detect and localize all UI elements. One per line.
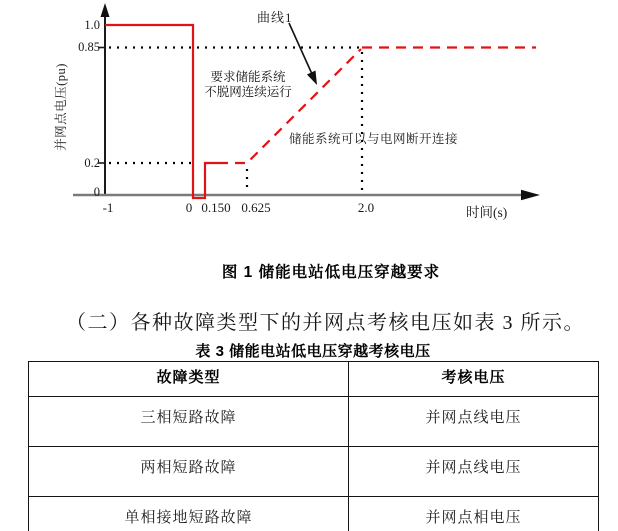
y-tick-0_2: 0.2 [84, 156, 100, 170]
y-tick-0_85: 0.85 [78, 40, 100, 54]
lvrt-curve-solid [105, 25, 218, 198]
x-tick-2_0: 2.0 [357, 200, 375, 215]
x-tick-minus1: -1 [102, 200, 114, 215]
cell-assessment-voltage: 并网点线电压 [349, 447, 599, 497]
figure-caption: 图 1 储能电站低电压穿越要求 [221, 264, 441, 281]
cell-fault-type: 两相短路故障 [29, 447, 349, 497]
cell-assessment-voltage: 并网点相电压 [349, 497, 599, 531]
curve-label: 曲线1 [257, 10, 293, 25]
cell-fault-type: 单相接地短路故障 [29, 497, 349, 531]
curve-label-arrow [289, 23, 312, 74]
x-tick-0_150: 0.150 [201, 200, 231, 215]
y-tick-1_0: 1.0 [84, 18, 100, 32]
annotation-stay-line1: 要求储能系统 [210, 70, 286, 84]
assessment-voltage-table [28, 361, 599, 531]
y-axis-arrowhead-icon [101, 3, 110, 17]
y-axis-label: 并网点电压(pu) [54, 63, 68, 151]
table-header-row [29, 362, 599, 397]
table-caption: 表 3 储能电站低电压穿越考核电压 [195, 343, 431, 360]
x-tick-0_625: 0.625 [241, 200, 271, 215]
x-axis-arrowhead-icon [521, 190, 540, 200]
annotation-stay-connected [183, 70, 313, 100]
lvrt-figure [0, 0, 618, 230]
annotation-stay-line2: 不脱网连续运行 [204, 85, 292, 99]
table-row [29, 397, 599, 447]
x-tick-0: 0 [185, 200, 193, 215]
y-tick-0: 0 [93, 185, 100, 199]
table-row [29, 447, 599, 497]
header-assessment-voltage: 考核电压 [349, 362, 599, 397]
x-axis-label: 时间(s) [466, 205, 508, 220]
body-paragraph: （二）各种故障类型下的并网点考核电压如表 3 所示。 [66, 312, 585, 334]
annotation-disconnect: 储能系统可以与电网断开连接 [289, 132, 459, 146]
cell-assessment-voltage: 并网点线电压 [349, 397, 599, 447]
table-row [29, 497, 599, 531]
cell-fault-type: 三相短路故障 [29, 397, 349, 447]
header-fault-type: 故障类型 [29, 362, 349, 397]
